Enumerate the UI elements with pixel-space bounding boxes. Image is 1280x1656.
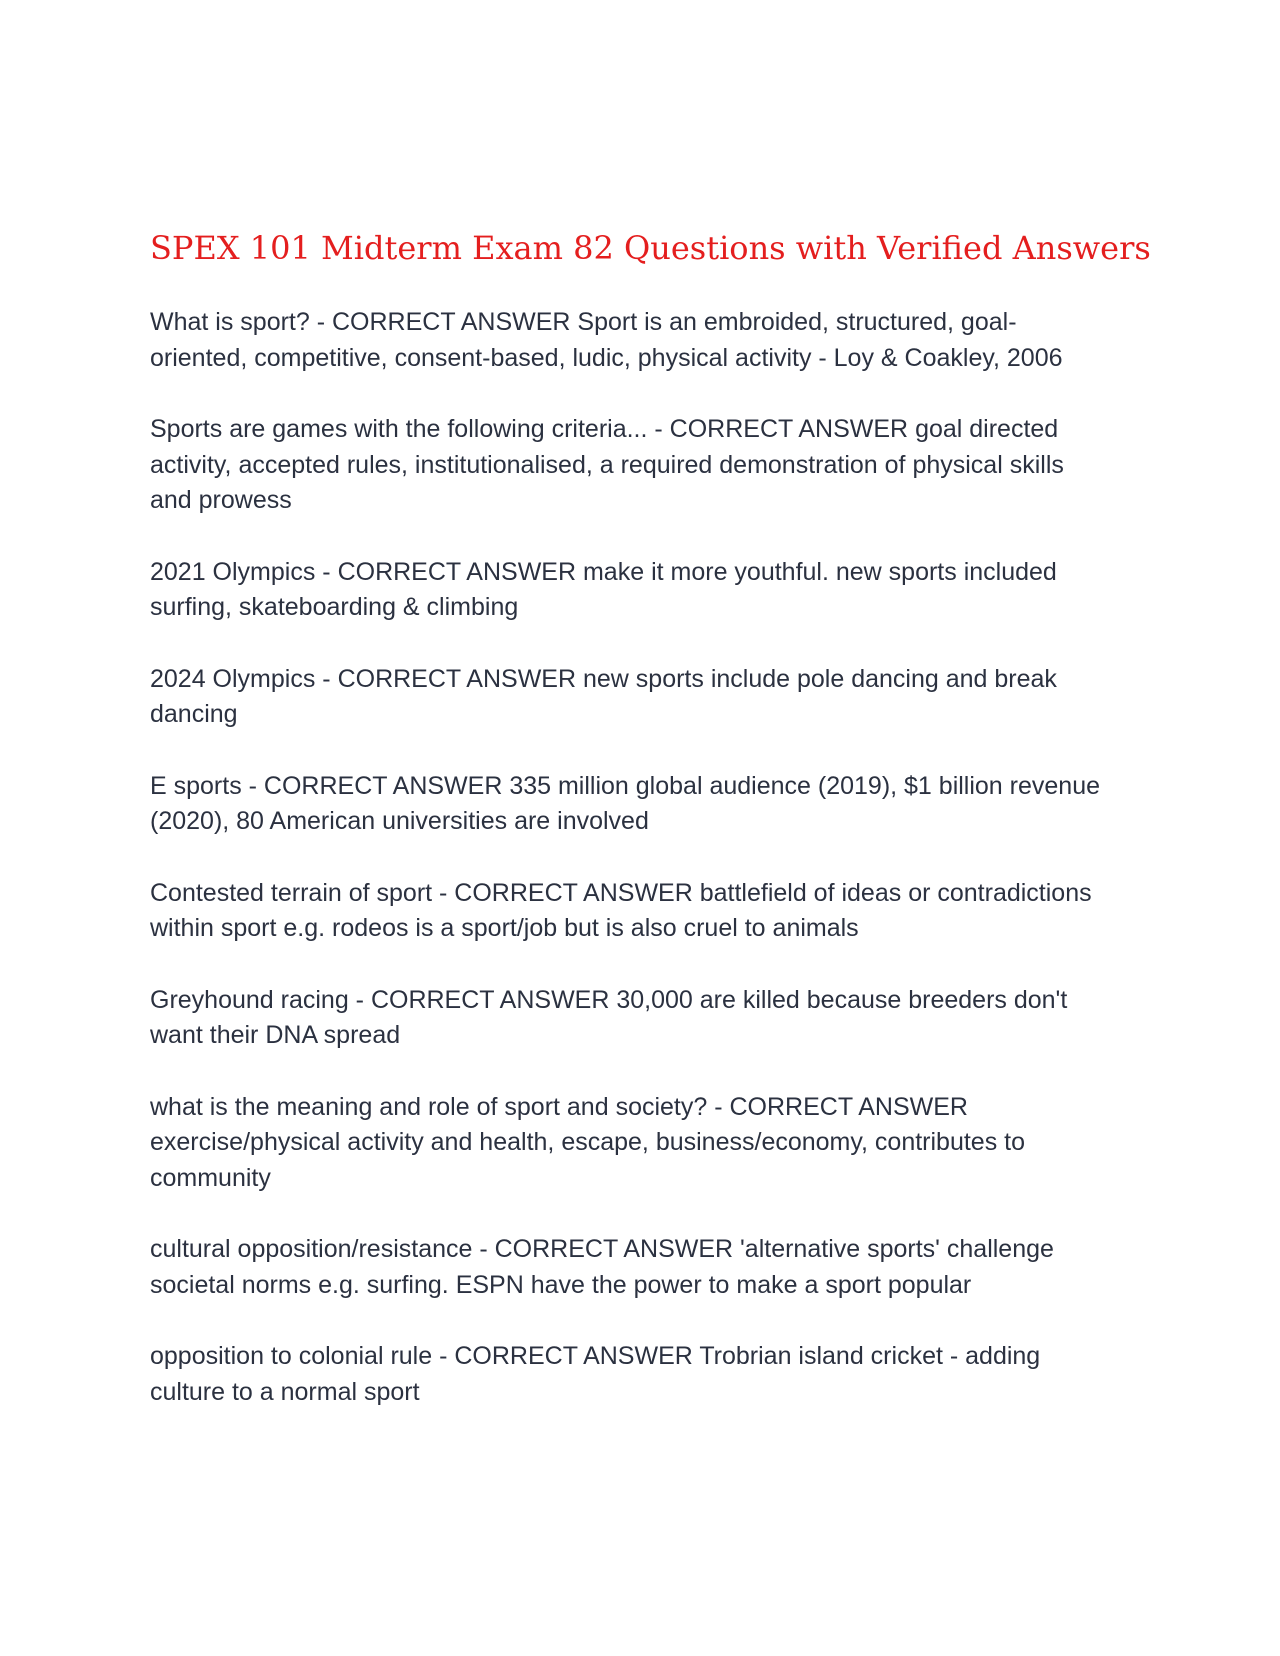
- answer-separator: - CORRECT ANSWER: [432, 878, 700, 907]
- question-text: What is sport?: [150, 308, 310, 336]
- question-text: 2021 Olympics: [150, 557, 316, 586]
- answer-separator: - CORRECT ANSWER: [315, 557, 583, 586]
- qa-item: [150, 983, 1112, 1054]
- document-title: SPEX 101 Midterm Exam 82 Questions with Verified Answers: [150, 229, 1151, 267]
- qa-item: [150, 1339, 1112, 1410]
- qa-item: [150, 662, 1112, 733]
- question-text: 2024 Olympics: [150, 664, 316, 693]
- qa-item: [150, 305, 1112, 376]
- question-text: what is the meaning and role of sport and society?: [150, 1092, 708, 1121]
- answer-text: Trobrian island cricket - adding culture to a normal sport: [150, 1342, 1041, 1406]
- qa-item: [150, 769, 1112, 840]
- question-text: Contested terrain of sport: [150, 878, 433, 907]
- answer-separator: - CORRECT ANSWER: [707, 1092, 968, 1121]
- answer-text: Sport is an embroided, structured, goal-oriented, competitive, consent-based, ludic, physical activity - Loy & Coakley, 2006: [150, 308, 1063, 372]
- answer-text: 'alternative sports' challenge societal norms e.g. surfing. ESPN have the power to make a sport popular: [150, 1235, 1054, 1299]
- answer-text: make it more youthful. new sports included surfing, skateboarding & climbing: [150, 557, 1057, 621]
- answer-text: goal directed activity, accepted rules, institutionalised, a required demonstration of physical skills and prowess: [150, 415, 1064, 514]
- question-text: cultural opposition/resistance: [150, 1235, 473, 1263]
- answer-separator: - CORRECT ANSWER: [432, 1342, 700, 1370]
- answer-text: battlefield of ideas or contradictions within sport e.g. rodeos is a sport/job but is also cruel to animals: [150, 878, 1092, 942]
- qa-item: [150, 876, 1112, 947]
- question-text: opposition to colonial rule: [150, 1342, 433, 1370]
- qa-item: [150, 1232, 1112, 1303]
- answer-separator: - CORRECT ANSWER: [309, 308, 578, 336]
- answer-separator: - CORRECT ANSWER: [315, 664, 583, 693]
- answer-text: new sports include pole dancing and break dancing: [150, 664, 1057, 728]
- answer-text: exercise/physical activity and health, escape, business/economy, contributes to community: [150, 1128, 1025, 1192]
- question-text: Greyhound racing: [150, 985, 349, 1014]
- answer-text: 335 million global audience (2019), $1 billion revenue (2020), 80 American universities are involved: [150, 771, 1101, 835]
- qa-list: [150, 305, 1112, 1446]
- qa-item: [150, 555, 1112, 626]
- answer-separator: - CORRECT ANSWER: [241, 771, 510, 800]
- answer-separator: - CORRECT ANSWER: [647, 415, 916, 443]
- qa-item: [150, 1090, 1112, 1197]
- answer-text: 30,000 are killed because breeders don't want their DNA spread: [150, 985, 1068, 1049]
- qa-item: [150, 412, 1112, 519]
- question-text: Sports are games with the following criteria...: [150, 415, 648, 443]
- answer-separator: - CORRECT ANSWER: [348, 985, 617, 1014]
- question-text: E sports: [150, 771, 242, 800]
- answer-separator: - CORRECT ANSWER: [472, 1235, 741, 1263]
